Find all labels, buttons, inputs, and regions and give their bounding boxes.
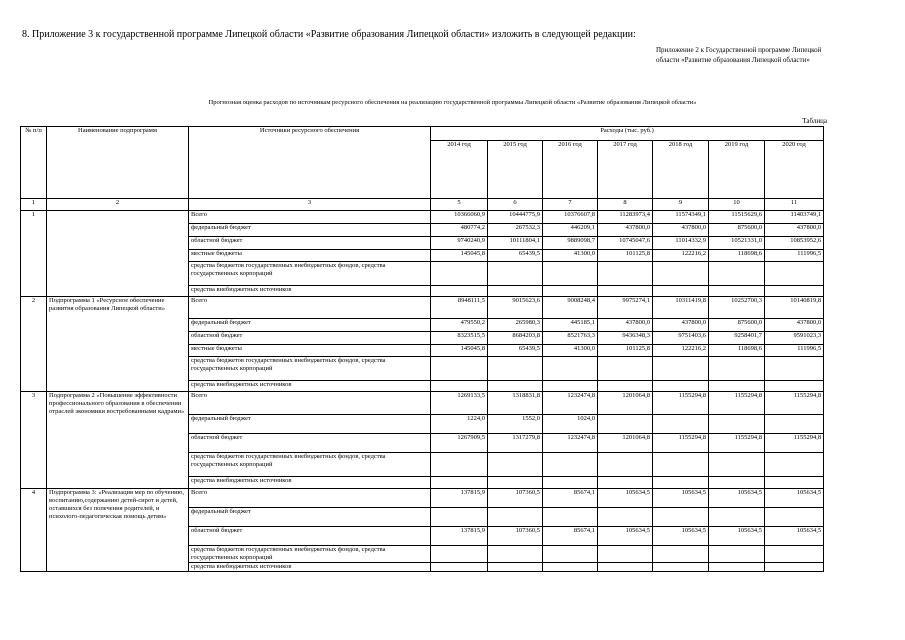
amount-cell: 1155294,8 (765, 392, 824, 415)
amount-cell (709, 381, 765, 392)
amount-cell: 1552,0 (488, 415, 543, 434)
amount-cell (488, 546, 543, 563)
funding-source: федеральный бюджет (189, 319, 431, 332)
expenses-table (20, 126, 824, 572)
section-number: 4 (21, 489, 47, 572)
amount-cell: 107360,5 (488, 527, 543, 546)
amount-cell: 10521331,0 (709, 237, 765, 250)
subprogram-name: Подпрограмма 1 «Ресурсное обеспечение развития образования Липецкой области» (47, 297, 189, 392)
amount-cell: 1269133,5 (431, 392, 488, 415)
amount-cell: 479550,2 (431, 319, 488, 332)
amount-cell (488, 453, 543, 477)
amount-cell: 65439,5 (488, 250, 543, 262)
amount-cell (765, 477, 824, 489)
amount-cell: 1232474,8 (543, 392, 598, 415)
amount-cell (543, 453, 598, 477)
amount-cell (431, 563, 488, 572)
amount-cell: 111996,5 (765, 250, 824, 262)
amount-cell: 111996,5 (765, 345, 824, 357)
amount-cell: 445185,1 (543, 319, 598, 332)
amount-cell: 145045,8 (431, 250, 488, 262)
amount-cell: 9436348,3 (598, 332, 653, 345)
amount-cell (543, 357, 598, 381)
amount-cell (709, 262, 765, 286)
section-number: 3 (21, 392, 47, 489)
col-number: 10 (709, 199, 765, 211)
amount-cell: 437800,0 (765, 224, 824, 237)
col-number: 11 (765, 199, 824, 211)
funding-source: средства внебюджетных источников (189, 286, 431, 297)
year-header: 2017 год (598, 141, 653, 199)
amount-cell (598, 453, 653, 477)
amount-cell: 137815,9 (431, 527, 488, 546)
amount-cell (431, 546, 488, 563)
amount-cell: 10311419,8 (653, 297, 709, 319)
amount-cell: 446209,1 (543, 224, 598, 237)
amount-cell: 9975274,1 (598, 297, 653, 319)
year-header: 2020 год (765, 141, 824, 199)
section-number: 2 (21, 297, 47, 392)
amount-cell (765, 286, 824, 297)
amount-cell: 1155294,8 (765, 434, 824, 453)
amount-cell: 105634,5 (653, 527, 709, 546)
amount-cell (543, 262, 598, 286)
amount-cell (543, 381, 598, 392)
amount-cell (765, 357, 824, 381)
amount-cell: 1267909,5 (431, 434, 488, 453)
amount-cell (431, 286, 488, 297)
amount-cell (488, 563, 543, 572)
amount-cell (598, 286, 653, 297)
amount-cell (431, 262, 488, 286)
amount-cell: 1201064,8 (598, 392, 653, 415)
col-number: 9 (653, 199, 709, 211)
amount-cell (709, 357, 765, 381)
amount-cell: 1317279,8 (488, 434, 543, 453)
amount-cell (598, 357, 653, 381)
amount-cell: 145045,8 (431, 345, 488, 357)
amount-cell: 1224,0 (431, 415, 488, 434)
amount-cell: 1024,0 (543, 415, 598, 434)
table-row (21, 489, 824, 508)
col-header-source: Источники ресурсного обеспечения (189, 127, 431, 199)
table-caption: Прогнозная оценка расходов по источникам ресурсного обеспечения на реализацию государственной программы Липецкой области «Развитие образования Липецкой области» (208, 99, 697, 106)
amount-cell (431, 508, 488, 527)
amount-cell (709, 415, 765, 434)
amount-cell (709, 508, 765, 527)
amount-cell: 85674,1 (543, 527, 598, 546)
table-body (21, 127, 824, 572)
amount-cell: 1155294,8 (653, 392, 709, 415)
amount-cell (765, 563, 824, 572)
amount-cell: 10140819,8 (765, 297, 824, 319)
amount-cell: 105634,5 (598, 489, 653, 508)
amount-cell: 875600,0 (709, 319, 765, 332)
amount-cell: 437800,0 (598, 224, 653, 237)
header-row-1 (21, 127, 824, 141)
funding-source: федеральный бюджет (189, 224, 431, 237)
amount-cell (653, 381, 709, 392)
amount-cell (653, 563, 709, 572)
appendix-note: Приложение 2 к Государственной программе Липецкой области «Развитие образования Липецкой области» (656, 46, 822, 64)
amount-cell: 8684203,8 (488, 332, 543, 345)
amount-cell (653, 508, 709, 527)
year-header: 2018 год (653, 141, 709, 199)
funding-source: средства внебюджетных источников (189, 477, 431, 489)
amount-cell (598, 563, 653, 572)
funding-source: средства бюджетов государственных внебюджетных фондов, средства государственных корпораций (189, 546, 431, 563)
funding-source: областной бюджет (189, 332, 431, 345)
amount-cell: 10252700,3 (709, 297, 765, 319)
amount-cell (598, 262, 653, 286)
year-header: 2019 год (709, 141, 765, 199)
amount-cell (765, 453, 824, 477)
document-heading: 8. Приложение 3 к государственной программе Липецкой области «Развитие образования Липецкой области» изложить в следующей редакции: (22, 29, 636, 40)
amount-cell: 9008248,4 (543, 297, 598, 319)
amount-cell: 10111804,1 (488, 237, 543, 250)
amount-cell: 10366060,9 (431, 211, 488, 224)
amount-cell: 105634,5 (765, 527, 824, 546)
funding-source: средства бюджетов государственных внебюджетных фондов, средства государственных корпораций (189, 453, 431, 477)
subprogram-name: Подпрограмма 3: «Реализация мер по обучению, воспитанию,содержанию детей-сирот и детей, оставшихся без попечения родителей, и психолого-педагогическая помощь детям» (47, 489, 189, 572)
amount-cell: 41300,0 (543, 345, 598, 357)
col-number: 1 (21, 199, 47, 211)
col-number: 7 (543, 199, 598, 211)
amount-cell: 105634,5 (709, 489, 765, 508)
year-header: 2014 год (431, 141, 488, 199)
amount-cell: 9889098,7 (543, 237, 598, 250)
amount-cell (765, 262, 824, 286)
amount-cell: 875600,0 (709, 224, 765, 237)
amount-cell (598, 415, 653, 434)
amount-cell (488, 357, 543, 381)
amount-cell (431, 477, 488, 489)
table-row (21, 297, 824, 319)
amount-cell (488, 477, 543, 489)
amount-cell (653, 415, 709, 434)
amount-cell (709, 546, 765, 563)
amount-cell: 9591023,3 (765, 332, 824, 345)
amount-cell: 1155294,8 (709, 434, 765, 453)
amount-cell (543, 563, 598, 572)
amount-cell: 265980,3 (488, 319, 543, 332)
amount-cell (488, 262, 543, 286)
col-number: 2 (47, 199, 189, 211)
amount-cell: 1155294,8 (653, 434, 709, 453)
funding-source: областной бюджет (189, 237, 431, 250)
amount-cell (431, 381, 488, 392)
amount-cell: 105634,5 (598, 527, 653, 546)
amount-cell: 105634,5 (709, 527, 765, 546)
amount-cell: 122216,2 (653, 250, 709, 262)
amount-cell: 480774,2 (431, 224, 488, 237)
amount-cell: 9751403,6 (653, 332, 709, 345)
amount-cell: 118698,6 (709, 345, 765, 357)
funding-source: федеральный бюджет (189, 415, 431, 434)
amount-cell: 10853952,6 (765, 237, 824, 250)
table-row (21, 392, 824, 415)
amount-cell (653, 477, 709, 489)
col-header-name: Наименование подпрограмм (47, 127, 189, 199)
amount-cell (653, 546, 709, 563)
amount-cell: 1318831,8 (488, 392, 543, 415)
funding-source: Всего (189, 489, 431, 508)
amount-cell: 122216,2 (653, 345, 709, 357)
amount-cell: 1201064,8 (598, 434, 653, 453)
amount-cell (543, 508, 598, 527)
amount-cell: 11014332,9 (653, 237, 709, 250)
table-row (21, 211, 824, 224)
amount-cell: 118698,6 (709, 250, 765, 262)
amount-cell (765, 415, 824, 434)
amount-cell: 137815,9 (431, 489, 488, 508)
column-number-row (21, 199, 824, 211)
funding-source: средства бюджетов государственных внебюджетных фондов, средства государственных корпораций (189, 357, 431, 381)
col-number: 8 (598, 199, 653, 211)
amount-cell (431, 357, 488, 381)
amount-cell (488, 381, 543, 392)
amount-cell (431, 453, 488, 477)
amount-cell: 9258401,7 (709, 332, 765, 345)
funding-source: Всего (189, 211, 431, 224)
amount-cell: 437800,0 (765, 319, 824, 332)
amount-cell (765, 508, 824, 527)
amount-cell (653, 262, 709, 286)
amount-cell: 267532,3 (488, 224, 543, 237)
table-label: Таблица (802, 117, 827, 125)
funding-source: федеральный бюджет (189, 508, 431, 527)
amount-cell (709, 563, 765, 572)
amount-cell: 437800,0 (653, 319, 709, 332)
funding-source: местные бюджеты (189, 345, 431, 357)
amount-cell: 11403749,1 (765, 211, 824, 224)
amount-cell: 105634,5 (653, 489, 709, 508)
amount-cell (488, 286, 543, 297)
funding-source: средства бюджетов государственных внебюджетных фондов, средства государственных корпораций (189, 262, 431, 286)
funding-source: местные бюджеты (189, 250, 431, 262)
amount-cell (488, 508, 543, 527)
amount-cell: 10376607,8 (543, 211, 598, 224)
year-header: 2016 год (543, 141, 598, 199)
amount-cell: 437800,0 (598, 319, 653, 332)
amount-cell: 9015623,6 (488, 297, 543, 319)
col-number: 3 (189, 199, 431, 211)
amount-cell (598, 381, 653, 392)
amount-cell (653, 453, 709, 477)
amount-cell: 65439,5 (488, 345, 543, 357)
funding-source: Всего (189, 297, 431, 319)
year-header: 2015 год (488, 141, 543, 199)
amount-cell: 101125,8 (598, 345, 653, 357)
amount-cell (765, 381, 824, 392)
amount-cell: 10444775,9 (488, 211, 543, 224)
subprogram-name (47, 211, 189, 297)
col-header-num: № п/п (21, 127, 47, 199)
amount-cell (598, 546, 653, 563)
amount-cell (598, 477, 653, 489)
funding-source: областной бюджет (189, 434, 431, 453)
section-number: 1 (21, 211, 47, 297)
amount-cell (765, 546, 824, 563)
amount-cell: 9740240,9 (431, 237, 488, 250)
amount-cell: 85674,1 (543, 489, 598, 508)
amount-cell (653, 357, 709, 381)
amount-cell (709, 286, 765, 297)
amount-cell: 11283973,4 (598, 211, 653, 224)
amount-cell (543, 286, 598, 297)
amount-cell: 10745047,6 (598, 237, 653, 250)
amount-cell: 1232474,8 (543, 434, 598, 453)
col-header-expenses: Расходы (тыс. руб.) (431, 127, 824, 141)
amount-cell: 107360,5 (488, 489, 543, 508)
col-number: 5 (431, 199, 488, 211)
amount-cell (709, 477, 765, 489)
amount-cell: 1155294,8 (709, 392, 765, 415)
amount-cell: 8323515,5 (431, 332, 488, 345)
amount-cell: 101125,8 (598, 250, 653, 262)
amount-cell: 105634,5 (765, 489, 824, 508)
amount-cell: 8521763,3 (543, 332, 598, 345)
amount-cell (709, 453, 765, 477)
funding-source: областной бюджет (189, 527, 431, 546)
funding-source: средства внебюджетных источников (189, 381, 431, 392)
amount-cell (598, 508, 653, 527)
amount-cell: 41300,0 (543, 250, 598, 262)
funding-source: средства внебюджетных источников (189, 563, 431, 572)
amount-cell: 11574349,1 (653, 211, 709, 224)
amount-cell: 437800,0 (653, 224, 709, 237)
amount-cell (543, 546, 598, 563)
amount-cell: 11515629,6 (709, 211, 765, 224)
funding-source: Всего (189, 392, 431, 415)
amount-cell (653, 286, 709, 297)
amount-cell (543, 477, 598, 489)
col-number: 6 (488, 199, 543, 211)
subprogram-name: Подпрограмма 2 «Повышение эффективности профессионального образования в обеспечении отраслей экономики востребованными кадрами» (47, 392, 189, 489)
amount-cell: 8948111,5 (431, 297, 488, 319)
